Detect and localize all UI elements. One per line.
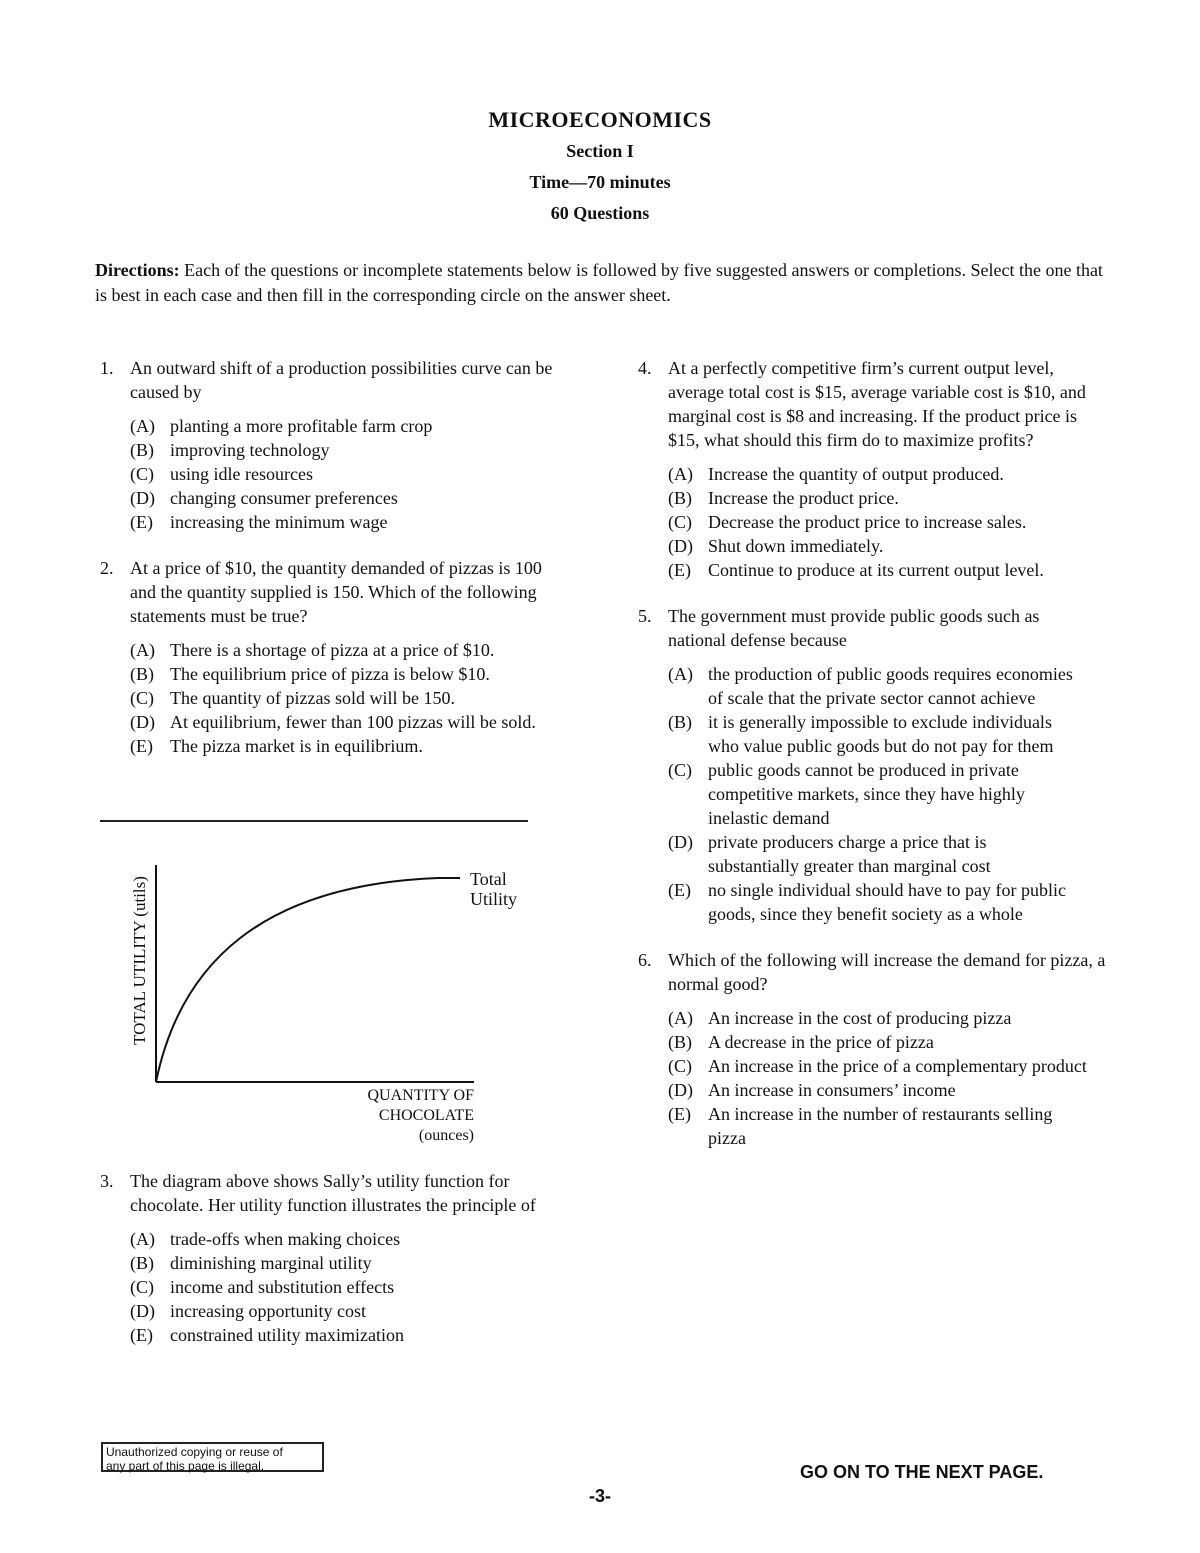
option-a: (A) trade-offs when making choices xyxy=(130,1229,401,1249)
page-number: -3- xyxy=(589,1486,611,1506)
option-a: (A) planting a more profitable farm crop xyxy=(130,416,433,436)
question-stem: Which of the following will increase the demand for pizza, a normal good? xyxy=(668,950,1106,994)
option-d: (D) An increase in consumers’ income xyxy=(668,1080,956,1100)
go-on-label: GO ON TO THE NEXT PAGE. xyxy=(800,1462,1044,1482)
option-b: (B) improving technology xyxy=(130,440,330,460)
option-d: (D) At equilibrium, fewer than 100 pizzas will be sold. xyxy=(130,712,536,732)
options xyxy=(130,414,570,534)
option-b: (B) A decrease in the price of pizza xyxy=(668,1032,934,1052)
question-number: 5. xyxy=(638,606,652,626)
option-d: (D) private producers charge a price that is substantially greater than marginal cost xyxy=(668,832,991,876)
question-6 xyxy=(638,948,1108,1150)
option-c: (C) An increase in the price of a complementary product xyxy=(668,1056,1087,1076)
directions-text: Each of the questions or incomplete statements below is followed by five suggested answers or completions. Select the one that is best in each case and then fill in the corresponding circle on the answer sheet. xyxy=(95,260,1103,305)
page-title: MICROECONOMICS xyxy=(488,107,712,132)
section-label: Section I xyxy=(566,141,634,161)
option-a: (A) An increase in the cost of producing pizza xyxy=(668,1008,1012,1028)
option-d: (D) changing consumer preferences xyxy=(130,488,398,508)
option-a: (A) Increase the quantity of output produced. xyxy=(668,464,1004,484)
x-axis-label-line1: QUANTITY OF xyxy=(367,1087,474,1104)
options xyxy=(668,1006,1108,1150)
options xyxy=(668,462,1108,582)
directions xyxy=(95,258,1105,308)
curve-label-line2: Utility xyxy=(470,889,518,909)
question-stem: At a price of $10, the quantity demanded of pizzas is 100 and the quantity supplied is 150. Which of the following statements must be true? xyxy=(130,558,542,626)
question-number: 4. xyxy=(638,358,652,378)
x-axis-label-line2: CHOCOLATE xyxy=(378,1107,474,1124)
curve-label-line1: Total xyxy=(470,869,507,889)
right-column xyxy=(638,356,1108,1150)
option-b: (B) Increase the product price. xyxy=(668,488,899,508)
question-4 xyxy=(638,356,1108,582)
option-b: (B) it is generally impossible to exclude individuals who value public goods but do not pay for them xyxy=(668,712,1054,756)
question-1 xyxy=(100,356,570,534)
x-axis-label-line3: (ounces) xyxy=(418,1127,474,1144)
option-e: (E) no single individual should have to pay for public goods, since they benefit society as a whole xyxy=(668,880,1066,924)
left-column xyxy=(100,356,570,758)
y-axis-label: TOTAL UTILITY (utils) xyxy=(130,876,149,1045)
question-stem: At a perfectly competitive firm’s current output level, average total cost is $15, average variable cost is $10, and marginal cost is $8 and increasing. If the product price is $15, what should this firm do to maximize profits? xyxy=(668,358,1086,450)
total-utility-curve xyxy=(156,878,460,1082)
options xyxy=(130,638,570,758)
divider-rule xyxy=(100,820,528,822)
time-label: Time—70 minutes xyxy=(529,172,671,192)
question-5 xyxy=(638,604,1108,926)
option-a: (A) There is a shortage of pizza at a price of $10. xyxy=(130,640,495,660)
options xyxy=(668,662,1108,926)
option-c: (C) The quantity of pizzas sold will be 150. xyxy=(130,688,455,708)
option-c: (C) using idle resources xyxy=(130,464,313,484)
copyright-notice xyxy=(101,1442,324,1472)
directions-label: Directions: xyxy=(95,260,180,280)
question-number: 3. xyxy=(100,1171,114,1191)
options xyxy=(130,1227,570,1347)
question-number: 2. xyxy=(100,558,114,578)
option-a: (A) the production of public goods requires economies of scale that the private sector cannot achieve xyxy=(668,664,1073,708)
chart-svg xyxy=(100,845,560,1155)
left-column-lower xyxy=(100,1169,570,1347)
option-c: (C) public goods cannot be produced in private competitive markets, since they have highly inelastic demand xyxy=(668,760,1025,828)
option-e: (E) The pizza market is in equilibrium. xyxy=(130,736,423,756)
notice-line-2: any part of this page is illegal. xyxy=(106,1459,265,1473)
option-d: (D) increasing opportunity cost xyxy=(130,1301,366,1321)
question-number: 6. xyxy=(638,950,652,970)
question-stem: The diagram above shows Sally’s utility function for chocolate. Her utility function illustrates the principle of xyxy=(130,1171,536,1215)
option-c: (C) Decrease the product price to increase sales. xyxy=(668,512,1027,532)
question-count: 60 Questions xyxy=(550,203,650,223)
notice-line-1: Unauthorized copying or reuse of xyxy=(106,1445,283,1459)
question-2 xyxy=(100,556,570,758)
question-stem: An outward shift of a production possibilities curve can be caused by xyxy=(130,358,553,402)
total-utility-chart xyxy=(100,845,560,1155)
question-number: 1. xyxy=(100,358,114,378)
question-3 xyxy=(100,1169,570,1347)
option-d: (D) Shut down immediately. xyxy=(668,536,884,556)
option-e: (E) constrained utility maximization xyxy=(130,1325,404,1345)
option-e: (E) increasing the minimum wage xyxy=(130,512,388,532)
option-e: (E) Continue to produce at its current output level. xyxy=(668,560,1044,580)
option-e: (E) An increase in the number of restaurants selling pizza xyxy=(668,1104,1053,1148)
question-stem: The government must provide public goods such as national defense because xyxy=(668,606,1040,650)
option-b: (B) diminishing marginal utility xyxy=(130,1253,372,1273)
option-c: (C) income and substitution effects xyxy=(130,1277,395,1297)
option-b: (B) The equilibrium price of pizza is below $10. xyxy=(130,664,490,684)
